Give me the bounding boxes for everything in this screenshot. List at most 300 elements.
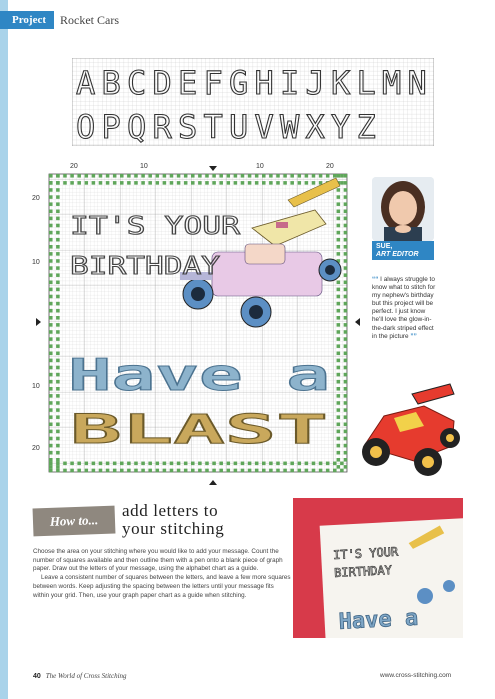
border-stitch	[56, 188, 60, 192]
border-stitch	[49, 387, 53, 391]
how-to-body	[33, 548, 291, 600]
border-stitch	[49, 195, 53, 199]
border-stitch	[219, 469, 223, 473]
border-stitch	[56, 380, 60, 384]
border-stitch	[56, 181, 60, 185]
alphabet-letter: X	[305, 108, 325, 146]
border-stitch	[56, 238, 60, 242]
border-stitch	[319, 462, 323, 466]
center-marker-top	[209, 166, 217, 171]
border-stitch	[248, 174, 252, 178]
border-stitch	[337, 195, 341, 199]
photo-text-line-3: Have a	[338, 605, 419, 635]
border-stitch	[113, 469, 117, 473]
border-stitch	[337, 394, 341, 398]
border-stitch	[49, 316, 53, 320]
page-number: 40	[33, 673, 41, 680]
border-stitch	[344, 437, 348, 441]
border-stitch	[344, 217, 348, 221]
border-stitch	[70, 181, 74, 185]
alphabet-letter: R	[152, 108, 172, 146]
border-stitch	[337, 359, 341, 363]
border-stitch	[290, 469, 294, 473]
border-stitch	[241, 462, 245, 466]
alphabet-letter: G	[229, 64, 249, 102]
border-stitch	[49, 288, 53, 292]
border-stitch	[234, 181, 238, 185]
border-stitch	[120, 469, 124, 473]
border-stitch	[205, 174, 209, 178]
open-quote-icon: ““	[372, 276, 379, 283]
border-stitch	[344, 415, 348, 419]
border-stitch	[70, 462, 74, 466]
border-stitch	[56, 462, 60, 466]
border-stitch	[319, 469, 323, 473]
border-stitch	[212, 462, 216, 466]
border-stitch	[49, 373, 53, 377]
alphabet-letter: U	[229, 108, 249, 146]
border-stitch	[337, 316, 341, 320]
border-stitch	[170, 174, 174, 178]
border-stitch	[56, 408, 60, 412]
top-axis-label: 10	[256, 163, 264, 170]
border-stitch	[298, 469, 302, 473]
border-stitch	[344, 451, 348, 455]
border-stitch	[56, 373, 60, 377]
border-stitch	[198, 462, 202, 466]
close-quote-icon: ””	[410, 332, 417, 340]
center-marker-bottom	[209, 480, 217, 485]
border-stitch	[290, 181, 294, 185]
border-stitch	[85, 174, 89, 178]
alphabet-letter: F	[203, 64, 223, 102]
border-stitch	[141, 462, 145, 466]
border-stitch	[56, 469, 60, 473]
border-stitch	[49, 252, 53, 256]
border-stitch	[56, 451, 60, 455]
border-stitch	[344, 359, 348, 363]
border-stitch	[305, 469, 309, 473]
border-stitch	[56, 330, 60, 334]
border-stitch	[337, 202, 341, 206]
border-stitch	[56, 217, 60, 221]
border-stitch	[163, 174, 167, 178]
border-stitch	[49, 181, 53, 185]
border-stitch	[337, 188, 341, 192]
border-stitch	[333, 174, 337, 178]
border-stitch	[344, 202, 348, 206]
border-stitch	[344, 231, 348, 235]
border-stitch	[326, 462, 330, 466]
border-stitch	[49, 259, 53, 263]
border-stitch	[283, 174, 287, 178]
alphabet-letter: N	[407, 64, 427, 102]
border-stitch	[49, 444, 53, 448]
border-stitch	[344, 210, 348, 214]
border-stitch	[49, 266, 53, 270]
border-stitch	[56, 437, 60, 441]
how-to-paragraph-2: Leave a consistent number of squares between the letters, and leave a few more squares between words. Keep adjusting the spacing between the letters until your message fits within your grid. Then, use your graph paper chart as a guide when stitching.	[33, 574, 291, 599]
border-stitch	[262, 469, 266, 473]
border-stitch	[212, 181, 216, 185]
border-stitch	[49, 238, 53, 242]
border-stitch	[134, 174, 138, 178]
border-stitch	[141, 469, 145, 473]
border-stitch	[269, 462, 273, 466]
top-axis-label: 20	[326, 163, 334, 170]
left-axis-label: 20	[32, 195, 40, 202]
border-stitch	[344, 465, 348, 469]
border-stitch	[148, 181, 152, 185]
border-stitch	[262, 181, 266, 185]
border-stitch	[56, 444, 60, 448]
border-stitch	[344, 295, 348, 299]
border-stitch	[337, 373, 341, 377]
border-stitch	[49, 430, 53, 434]
border-stitch	[212, 174, 216, 178]
border-stitch	[127, 469, 131, 473]
border-stitch	[49, 245, 53, 249]
border-stitch	[56, 252, 60, 256]
border-stitch	[85, 462, 89, 466]
border-stitch	[49, 224, 53, 228]
section-tag: Project	[0, 11, 54, 29]
border-stitch	[205, 469, 209, 473]
border-stitch	[127, 462, 131, 466]
border-stitch	[99, 462, 103, 466]
page-header	[0, 10, 119, 30]
border-stitch	[337, 437, 341, 441]
border-stitch	[344, 252, 348, 256]
border-stitch	[56, 273, 60, 277]
border-stitch	[298, 181, 302, 185]
border-stitch	[326, 174, 330, 178]
border-stitch	[337, 344, 341, 348]
border-stitch	[337, 238, 341, 242]
border-stitch	[219, 462, 223, 466]
border-stitch	[344, 281, 348, 285]
border-stitch	[305, 462, 309, 466]
border-stitch	[56, 259, 60, 263]
border-stitch	[127, 174, 131, 178]
border-stitch	[219, 181, 223, 185]
border-stitch	[77, 174, 81, 178]
border-stitch	[269, 174, 273, 178]
border-stitch	[92, 469, 96, 473]
top-axis-label: 20	[70, 163, 78, 170]
stitched-line-2: BIRTHDAY	[70, 251, 220, 280]
border-stitch	[163, 181, 167, 185]
border-stitch	[337, 337, 341, 341]
border-stitch	[177, 462, 181, 466]
border-stitch	[106, 174, 110, 178]
border-stitch	[283, 469, 287, 473]
border-stitch	[241, 174, 245, 178]
border-stitch	[163, 462, 167, 466]
border-stitch	[344, 344, 348, 348]
border-stitch	[56, 231, 60, 235]
how-to-badge: How to...	[33, 506, 116, 537]
border-stitch	[99, 181, 103, 185]
border-stitch	[56, 224, 60, 228]
alphabet-letter: W	[280, 108, 300, 146]
border-stitch	[113, 181, 117, 185]
border-stitch	[56, 302, 60, 306]
border-stitch	[344, 302, 348, 306]
border-stitch	[344, 423, 348, 427]
border-stitch	[344, 188, 348, 192]
border-stitch	[120, 462, 124, 466]
border-stitch	[344, 430, 348, 434]
border-stitch	[337, 217, 341, 221]
border-stitch	[177, 181, 181, 185]
editor-name: SUE,	[372, 241, 434, 251]
border-stitch	[92, 174, 96, 178]
border-stitch	[344, 444, 348, 448]
footer-left	[33, 672, 127, 680]
photo-text-line-1: IT'S YOUR	[332, 544, 399, 563]
left-margin-strip	[0, 0, 8, 699]
border-stitch	[56, 387, 60, 391]
border-stitch	[344, 401, 348, 405]
border-stitch	[148, 174, 152, 178]
border-stitch	[56, 281, 60, 285]
border-stitch	[276, 462, 280, 466]
how-to-title-line2: your stitching	[122, 519, 225, 538]
border-stitch	[248, 181, 252, 185]
alphabet-letter: P	[101, 108, 121, 146]
border-stitch	[344, 266, 348, 270]
border-stitch	[56, 366, 60, 370]
border-stitch	[56, 288, 60, 292]
border-stitch	[163, 469, 167, 473]
border-stitch	[344, 366, 348, 370]
border-stitch	[337, 451, 341, 455]
border-stitch	[56, 337, 60, 341]
alphabet-letter: D	[152, 64, 172, 102]
alphabet-letter: I	[280, 64, 300, 102]
border-stitch	[63, 469, 67, 473]
border-stitch	[340, 462, 344, 466]
border-stitch	[49, 295, 53, 299]
border-stitch	[337, 366, 341, 370]
how-to-title	[122, 502, 224, 538]
border-stitch	[56, 359, 60, 363]
border-stitch	[337, 415, 341, 419]
border-stitch	[177, 469, 181, 473]
border-stitch	[337, 224, 341, 228]
alphabet-letter: A	[76, 64, 96, 102]
border-stitch	[344, 323, 348, 327]
alphabet-letter: T	[203, 108, 223, 146]
alphabet-letter: H	[254, 64, 274, 102]
border-stitch	[56, 202, 60, 206]
border-stitch	[49, 188, 53, 192]
border-stitch	[49, 210, 53, 214]
border-stitch	[49, 309, 53, 313]
border-stitch	[337, 430, 341, 434]
border-stitch	[49, 451, 53, 455]
alphabet-letter: B	[101, 64, 121, 102]
border-stitch	[344, 309, 348, 313]
border-stitch	[77, 462, 81, 466]
border-stitch	[283, 462, 287, 466]
left-axis-label: 20	[32, 445, 40, 452]
border-stitch	[56, 415, 60, 419]
alphabet-letter: S	[178, 108, 198, 146]
border-stitch	[337, 408, 341, 412]
border-stitch	[234, 462, 238, 466]
editor-bio	[372, 241, 434, 260]
left-axis-label: 10	[32, 383, 40, 390]
border-stitch	[49, 380, 53, 384]
border-stitch	[63, 462, 67, 466]
border-stitch	[234, 174, 238, 178]
border-stitch	[106, 469, 110, 473]
border-stitch	[184, 181, 188, 185]
border-stitch	[156, 469, 160, 473]
border-stitch	[85, 469, 89, 473]
border-stitch	[305, 174, 309, 178]
border-stitch	[49, 281, 53, 285]
stitched-line-3: Have a	[68, 350, 330, 401]
border-stitch	[92, 181, 96, 185]
border-stitch	[255, 181, 259, 185]
border-stitch	[113, 174, 117, 178]
border-stitch	[148, 469, 152, 473]
alphabet-letter: E	[178, 64, 198, 102]
border-stitch	[337, 458, 341, 462]
border-stitch	[184, 462, 188, 466]
how-to-paragraph-1: Choose the area on your stitching where you would like to add your message. Count the number of squares available and then outline them with a pen onto a blank piece of graph paper. Draw out the letters of your message, using the alphabet chart as a guide.	[33, 548, 283, 573]
border-stitch	[177, 174, 181, 178]
border-stitch	[248, 462, 252, 466]
border-stitch	[49, 174, 53, 178]
border-stitch	[344, 352, 348, 356]
border-stitch	[312, 181, 316, 185]
border-stitch	[56, 174, 60, 178]
border-stitch	[234, 469, 238, 473]
border-stitch	[269, 181, 273, 185]
border-stitch	[337, 423, 341, 427]
border-stitch	[56, 210, 60, 214]
magazine-name: The World of Cross Stitching	[45, 672, 127, 680]
border-stitch	[319, 181, 323, 185]
border-stitch	[56, 423, 60, 427]
border-stitch	[337, 444, 341, 448]
stitched-line-4: BLAST	[70, 407, 328, 453]
editor-portrait	[372, 177, 434, 241]
border-stitch	[134, 181, 138, 185]
border-stitch	[56, 316, 60, 320]
border-stitch	[49, 202, 53, 206]
border-stitch	[106, 462, 110, 466]
border-stitch	[337, 288, 341, 292]
border-stitch	[344, 380, 348, 384]
border-stitch	[241, 469, 245, 473]
border-stitch	[344, 224, 348, 228]
border-stitch	[56, 323, 60, 327]
border-stitch	[77, 181, 81, 185]
border-stitch	[56, 401, 60, 405]
border-stitch	[255, 462, 259, 466]
border-stitch	[344, 394, 348, 398]
border-stitch	[283, 181, 287, 185]
border-stitch	[49, 359, 53, 363]
border-stitch	[49, 458, 53, 462]
border-stitch	[340, 174, 344, 178]
border-stitch	[337, 252, 341, 256]
border-stitch	[99, 174, 103, 178]
border-stitch	[326, 469, 330, 473]
border-stitch	[290, 462, 294, 466]
border-stitch	[344, 316, 348, 320]
border-stitch	[262, 462, 266, 466]
top-axis-label: 10	[140, 163, 148, 170]
border-stitch	[56, 352, 60, 356]
border-stitch	[312, 462, 316, 466]
border-stitch	[49, 337, 53, 341]
border-stitch	[56, 309, 60, 313]
border-stitch	[344, 458, 348, 462]
border-stitch	[49, 401, 53, 405]
border-stitch	[344, 330, 348, 334]
border-stitch	[92, 462, 96, 466]
border-stitch	[156, 181, 160, 185]
border-stitch	[191, 174, 195, 178]
alphabet-letter: Z	[356, 108, 376, 146]
border-stitch	[49, 394, 53, 398]
border-stitch	[191, 469, 195, 473]
border-stitch	[85, 181, 89, 185]
border-stitch	[184, 469, 188, 473]
border-stitch	[344, 387, 348, 391]
border-stitch	[49, 469, 53, 473]
border-stitch	[120, 174, 124, 178]
border-stitch	[212, 469, 216, 473]
left-axis-label: 10	[32, 259, 40, 266]
border-stitch	[134, 462, 138, 466]
border-stitch	[344, 195, 348, 199]
border-stitch	[127, 181, 131, 185]
stitched-car-image	[354, 376, 462, 480]
border-stitch	[344, 288, 348, 292]
border-stitch	[290, 174, 294, 178]
border-stitch	[269, 469, 273, 473]
border-stitch	[49, 344, 53, 348]
border-stitch	[49, 323, 53, 327]
border-stitch	[49, 462, 53, 466]
border-stitch	[198, 469, 202, 473]
border-stitch	[49, 273, 53, 277]
border-stitch	[227, 469, 231, 473]
border-stitch	[106, 181, 110, 185]
alphabet-letter: J	[305, 64, 325, 102]
border-stitch	[276, 469, 280, 473]
finished-stitch-photo	[293, 498, 463, 638]
center-marker-right	[355, 318, 360, 326]
border-stitch	[333, 462, 337, 466]
border-stitch	[227, 462, 231, 466]
border-stitch	[120, 181, 124, 185]
border-stitch	[344, 337, 348, 341]
border-stitch	[344, 259, 348, 263]
border-stitch	[184, 174, 188, 178]
border-stitch	[340, 469, 344, 473]
border-stitch	[148, 462, 152, 466]
border-stitch	[255, 469, 259, 473]
border-stitch	[344, 373, 348, 377]
